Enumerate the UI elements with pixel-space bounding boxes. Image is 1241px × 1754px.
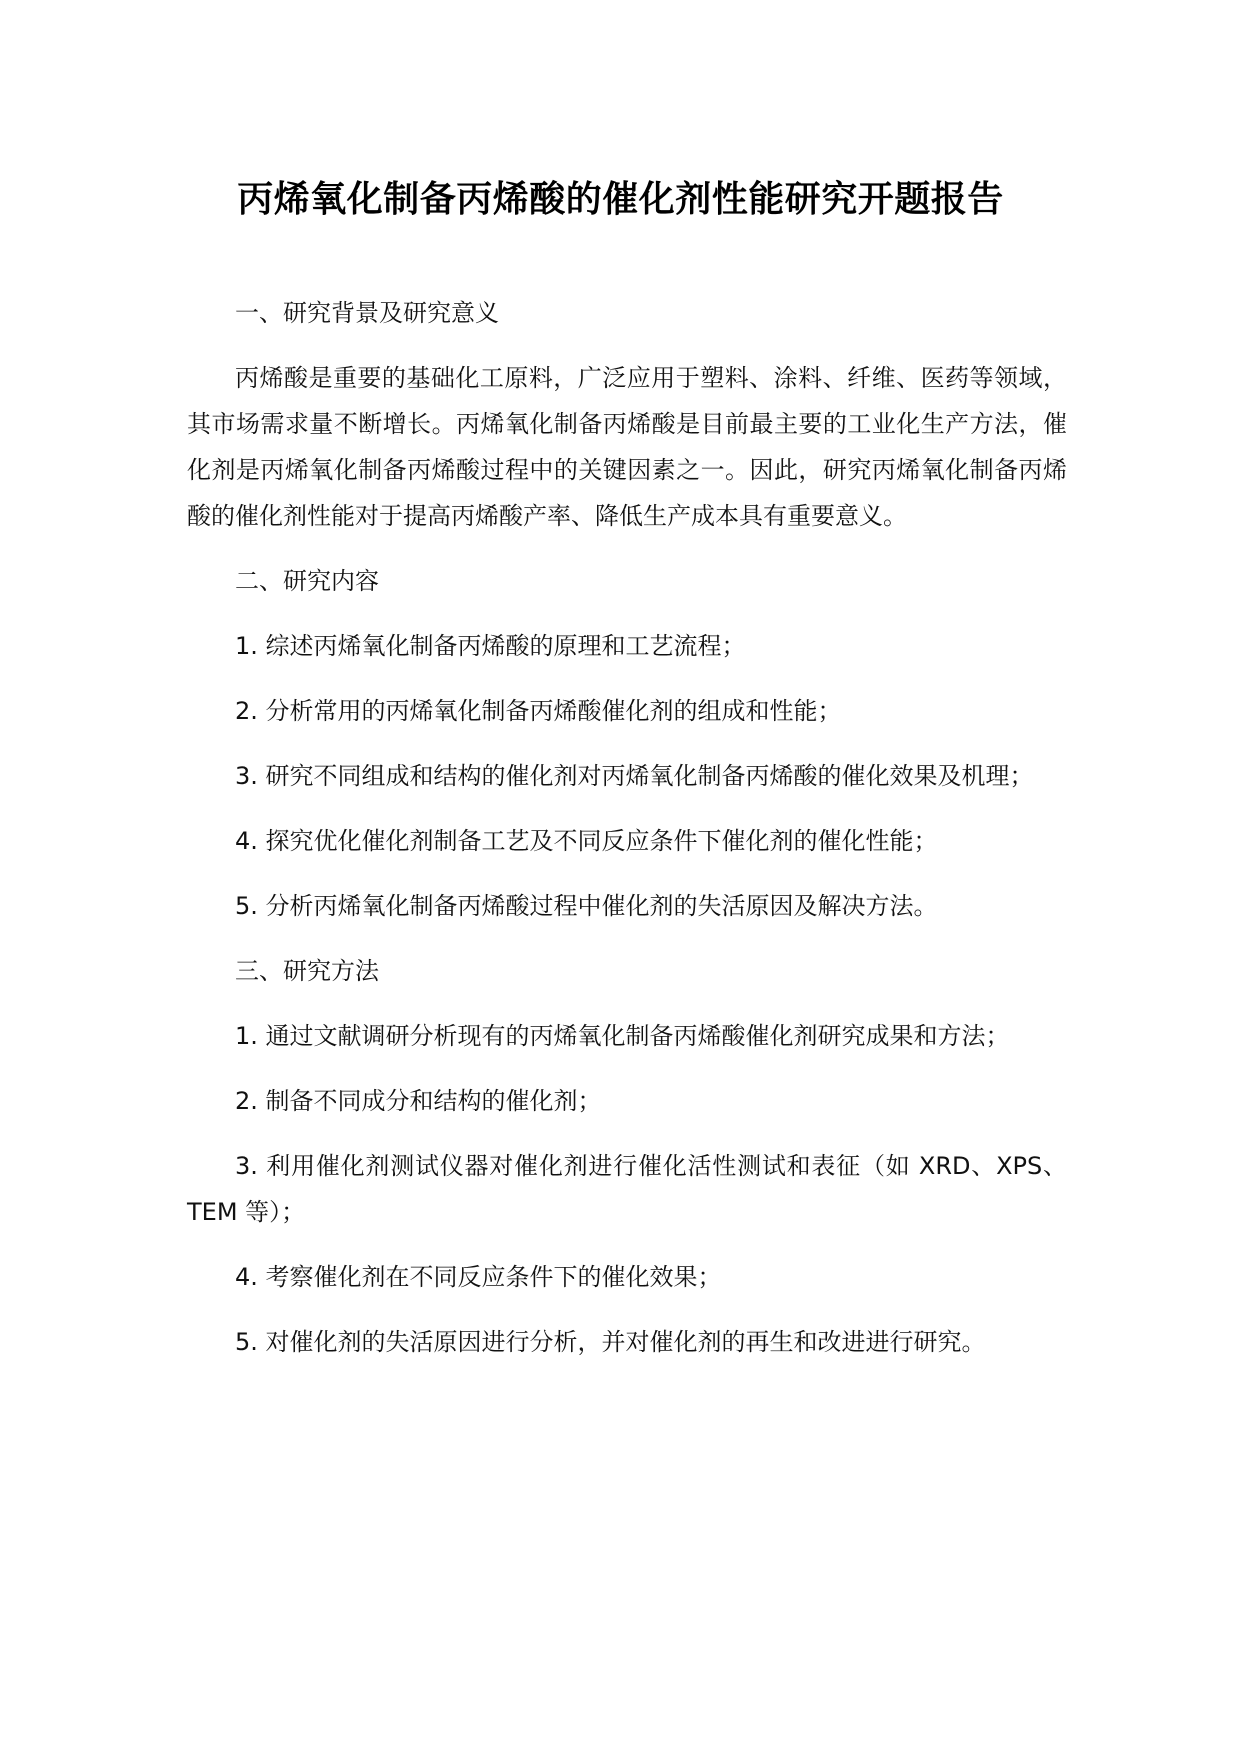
content-item-5: 5. 分析丙烯氧化制备丙烯酸过程中催化剂的失活原因及解决方法。: [235, 892, 938, 920]
section-heading-methods: 三、研究方法: [235, 957, 379, 985]
section-heading-background: 一、研究背景及研究意义: [235, 299, 499, 327]
method-item-1: 1. 通过文献调研分析现有的丙烯氧化制备丙烯酸催化剂研究成果和方法；: [235, 1022, 1010, 1050]
method-item-4: 4. 考察催化剂在不同反应条件下的催化效果；: [235, 1263, 722, 1291]
content-item-3: 3. 研究不同组成和结构的催化剂对丙烯氧化制备丙烯酸的催化效果及机理；: [235, 762, 1034, 790]
content-item-1: 1. 综述丙烯氧化制备丙烯酸的原理和工艺流程；: [235, 632, 746, 660]
background-paragraph: 丙烯酸是重要的基础化工原料，广泛应用于塑料、涂料、纤维、医药等领域，其市场需求量不断增长。丙烯氧化制备丙烯酸是目前最主要的工业化生产方法，催化剂是丙烯氧化制备丙烯酸过程中的关键因素之一。因此，研究丙烯氧化制备丙烯酸的催化剂性能对于提高丙烯酸产率、降低生产成本具有重要意义。: [187, 364, 1067, 530]
document-body: [187, 290, 1067, 1384]
section-heading-content: 二、研究内容: [235, 567, 379, 595]
method-item-2: 2. 制备不同成分和结构的催化剂；: [235, 1087, 602, 1115]
document-title: 丙烯氧化制备丙烯酸的催化剂性能研究开题报告: [237, 179, 1004, 220]
content-item-2: 2. 分析常用的丙烯氧化制备丙烯酸催化剂的组成和性能；: [235, 697, 842, 725]
content-item-4: 4. 探究优化催化剂制备工艺及不同反应条件下催化剂的催化性能；: [235, 827, 938, 855]
method-item-5: 5. 对催化剂的失活原因进行分析，并对催化剂的再生和改进进行研究。: [235, 1328, 986, 1356]
method-item-3: 3. 利用催化剂测试仪器对催化剂进行催化活性测试和表征（如 XRD、XPS、TEM 等）；: [187, 1152, 1067, 1226]
